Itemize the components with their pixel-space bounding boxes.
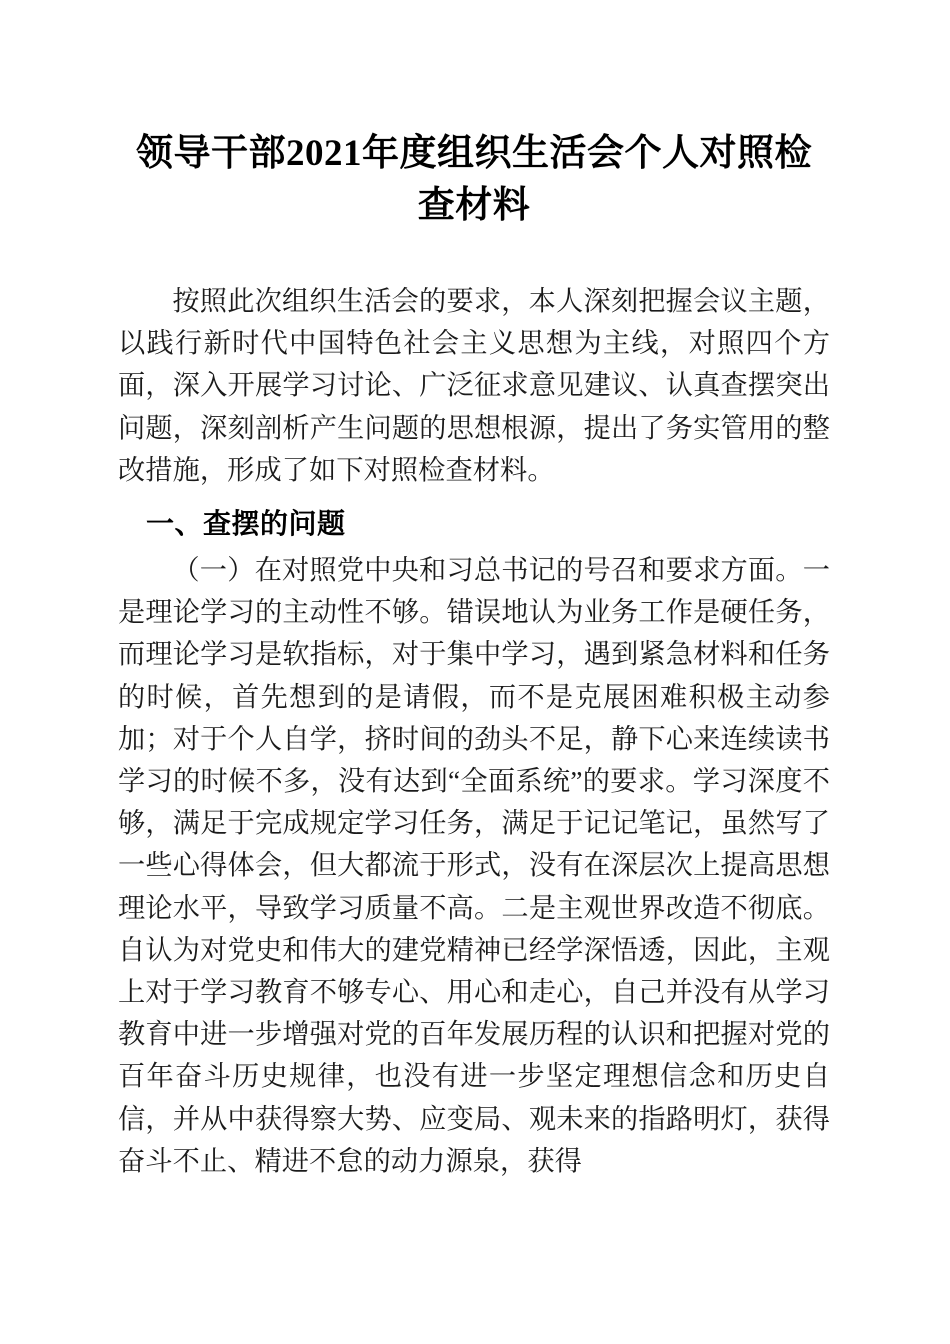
document-content-column xyxy=(118,0,830,1182)
subsection-paragraph-one: （一）在对照党中央和习总书记的号召和要求方面。一是理论学习的主动性不够。错误地认为业务工作是硬任务，而理论学习是软指标，对于集中学习，遇到紧急材料和任务的时候，首先想到的是请假，而不是克展困难积极主动参加；对于个人自学，挤时间的劲头不足，静下心来连续读书学习的时候不多，没有达到“全面系统”的要求。学习深度不够，满足于完成规定学习任务，满足于记记笔记，虽然写了一些心得体会，但大都流于形式，没有在深层次上提高思想理论水平，导致学习质量不高。二是主观世界改造不彻底。自认为对党史和伟大的建党精神已经学深悟透，因此，主观上对于学习教育不够专心、用心和走心，自己并没有从学习教育中进一步增强对党的百年发展历程的认识和把握对党的百年奋斗历史规律，也没有进一步坚定理想信念和历史自信，并从中获得察大势、应变局、观未来的指路明灯，获得奋斗不止、精进不怠的动力源泉，获得 xyxy=(118,555,830,1176)
page-title: 领导干部2021年度组织生活会个人对照检查材料 xyxy=(136,133,812,226)
section-heading-one: 一、查摆的问题 xyxy=(146,508,346,540)
intro-paragraph: 按照此次组织生活会的要求，本人深刻把握会议主题，以践行新时代中国特色社会主义思想为主线，对照四个方面，深入开展学习讨论、广泛征求意见建议、认真查摆突出问题，深刻剖析产生问题的思想根源，提出了务实管用的整改措施，形成了如下对照检查材料。 xyxy=(118,286,830,485)
